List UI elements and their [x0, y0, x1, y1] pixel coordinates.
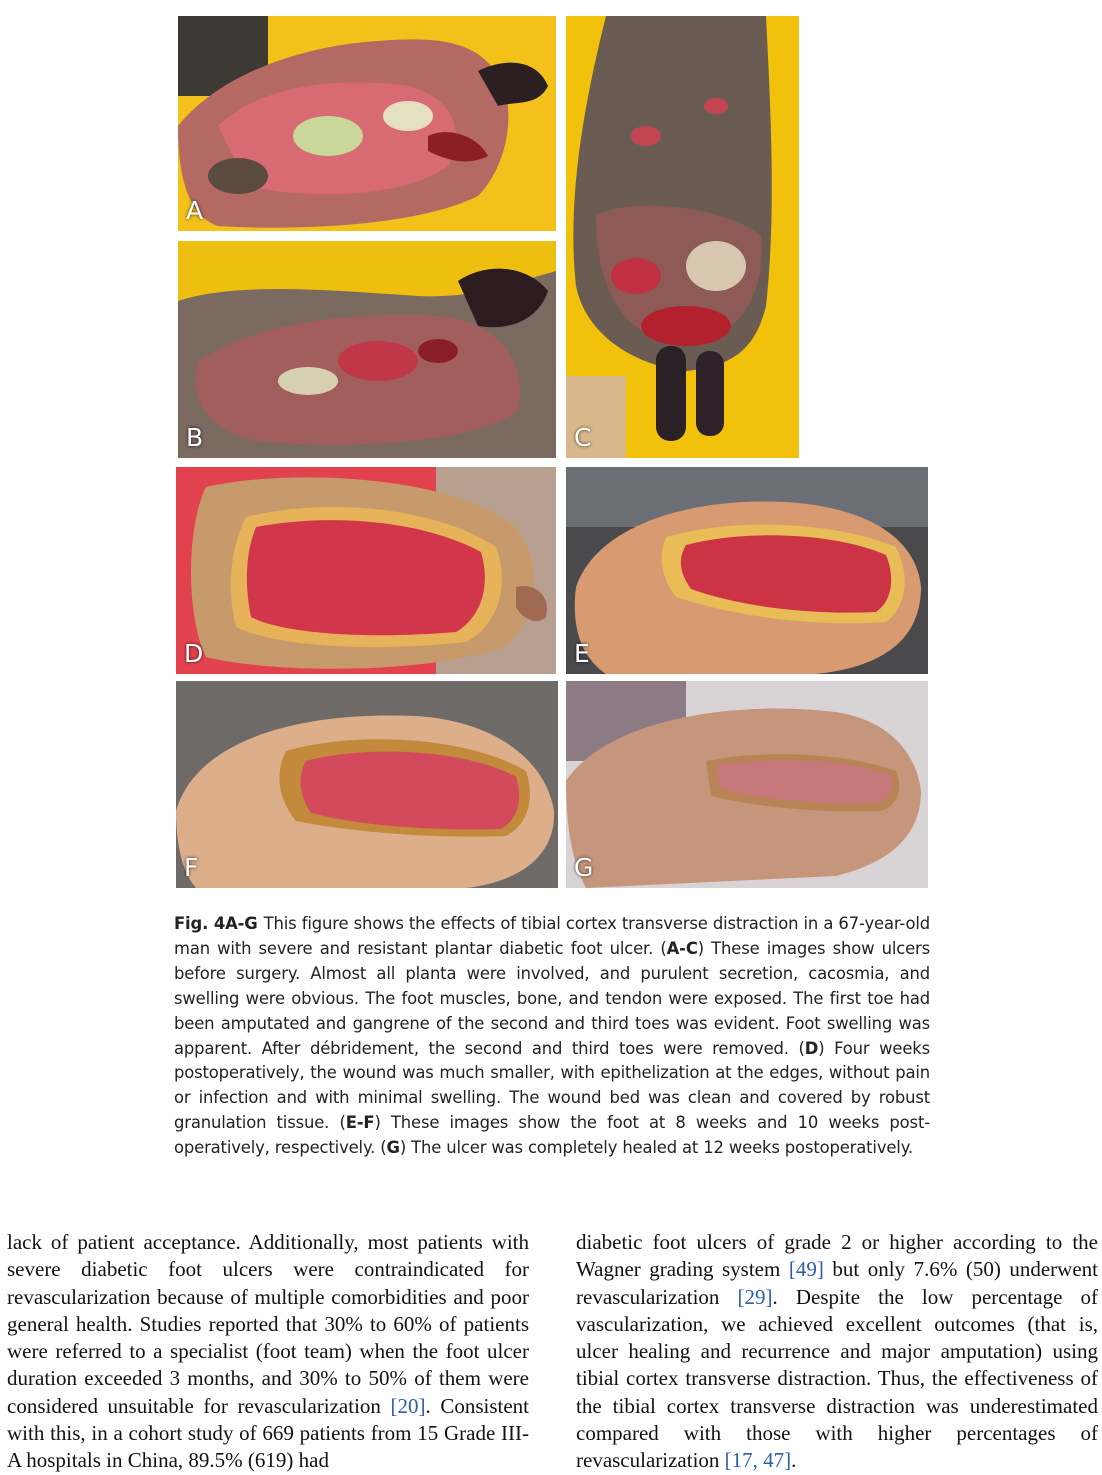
figure-panel-b: [178, 241, 556, 458]
citation-link[interactable]: [17, 47]: [724, 1448, 792, 1473]
body-text: but only 7.6% (50) underwent revascularization: [576, 1257, 1098, 1309]
citation-link[interactable]: [20]: [390, 1393, 426, 1418]
wound-photo-a: [178, 16, 556, 231]
caption-text: ) The ulcer was completely healed at 12 weeks postoperatively.: [399, 1138, 913, 1158]
figure-caption: [174, 912, 930, 1161]
panel-label-c: C: [574, 423, 592, 452]
caption-text: ) These images show ulcers before surgery. Almost all planta were involved, and purulent secretion, cacosmia, and swelling were obvious. The foot muscles, bone, and tendon were exposed. The first toe had been amputated and gangrene of the second and third toes was evident. Foot swelling was apparent. After débridement, the second and third toes were removed. (: [174, 938, 930, 1058]
wound-photo-b: [178, 241, 556, 458]
panel-label-d: D: [184, 639, 204, 668]
panel-label-b: B: [186, 423, 204, 452]
caption-text: This figure shows the effects of tibial cortex transverse distraction in a 67-year-old man with severe and resistant plantar diabetic foot ulcer. (: [174, 914, 930, 958]
figure-panel-f: [176, 681, 558, 888]
body-text: . Consistent with this, in a cohort study of 669 patients from 15 Grade III-A hospitals in China, 89.5% (619) had: [7, 1393, 530, 1473]
figure-panel-c: [566, 16, 799, 458]
caption-text: ) Four weeks postoperatively, the wound was much smaller, with epithelization at the edges, without pain or infection and with minimal swelling. The wound bed was clean and covered by robust granulation tissue. (: [174, 1038, 930, 1133]
body-text: diabetic foot ulcers of grade 2 or higher according to the Wagner grading system: [576, 1230, 1098, 1282]
body-text: lack of patient acceptance. Additionally, most patients with severe diabetic foot ulcers were contraindicated for revascularization because of multiple comorbidities and poor general health. Studies reported that 30% to 60% of patients were referred to a specialist (foot team) when the foot ulcer duration exceeded 3 months, and 30% to 50% of them were considered unsuitable for revascularization: [7, 1230, 529, 1418]
wound-photo-g: [566, 681, 928, 888]
figure-panel-d: [176, 467, 556, 674]
wound-photo-d: [176, 467, 556, 674]
body-column-right: [576, 1229, 1098, 1475]
panel-label-e: E: [574, 639, 590, 668]
body-column-left: [7, 1229, 529, 1475]
figure-panel-g: [566, 681, 928, 888]
caption-ref: D: [804, 1038, 819, 1058]
panel-label-g: G: [574, 853, 594, 882]
citation-link[interactable]: [29]: [737, 1284, 773, 1309]
citation-link[interactable]: [49]: [788, 1257, 824, 1282]
body-text: .: [791, 1448, 797, 1473]
body-text: . Despite the low percentage of vascularization, we achieved excellent outcomes (that is, ulcer healing and recurrence and major amputation) using tibial cortex transverse distraction. Thus, the effectiveness of the tibial cortex transverse distraction was underestimated compared with those with higher percentages of revascularization: [576, 1284, 1099, 1473]
figure-panel-a: [178, 16, 556, 231]
panel-label-a: A: [186, 196, 204, 225]
figure-panel-e: [566, 467, 928, 674]
caption-text: ) These images show the foot at 8 weeks and 10 weeks post-operatively, respectively. (: [174, 1113, 930, 1158]
wound-photo-f: [176, 681, 558, 888]
wound-photo-e: [566, 467, 928, 674]
figure-label: Fig. 4A-G: [174, 914, 258, 933]
caption-ref: A-C: [666, 938, 698, 958]
panel-label-f: F: [184, 853, 199, 882]
wound-photo-c: [566, 16, 799, 458]
caption-ref: E-F: [345, 1113, 375, 1133]
caption-ref: G: [386, 1138, 400, 1158]
